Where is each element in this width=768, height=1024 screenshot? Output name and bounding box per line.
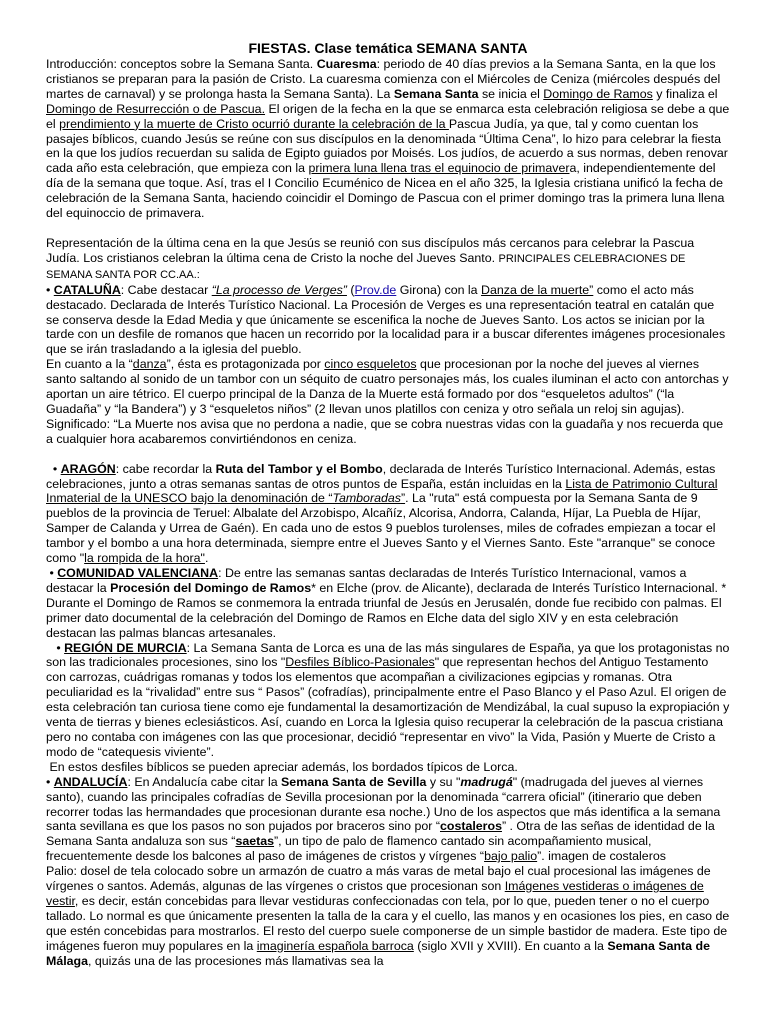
sevilla-text: Semana Santa de Sevilla [281, 774, 427, 789]
cataluna-paragraph [46, 283, 730, 358]
aragon-quote: ” [400, 491, 406, 506]
murcia-text-2: " que representan hechos del Antiguo Testamento con carrozas, cuádrigas romanas y todos los elementos que acompañan a civilizaciones egipcias y romanas. Otra peculiaridad es la “rivalidad” entre sus “ Pasos” (cofradías), principalmente entre el Paso Blanco y el Paso Azul. El origen de esta celebración tan curiosa tiene como eje fundamental la desamortización de Mendizábal, la cual supuso la expropiación y venta de tierras y bienes eclesiásticos. Así, cuando en Lorca la Iglesia quiso recuperar la celebración de la pascua cristiana pero no contaba con imágenes con las que procesionar, decidió “representar en vivo” la Vida, Pasión y Muerte de Cristo a modo de “catequesis viviente”. [46, 655, 730, 759]
primera-luna-text: primera luna llena tras el equinocio de primaver [308, 161, 570, 176]
processo-verges-text: “La processo de Verges” [211, 282, 347, 297]
andalucia-text-2: y su " [426, 774, 461, 789]
andalucia-text-4: ” . Otra de las señas de identidad de la Semana Santa andaluza son sus “ [46, 819, 715, 849]
bullet: • [46, 640, 65, 655]
aragon-text-1: : cabe recordar la [115, 461, 216, 476]
intro-text-7: a, independientemente del día de la semana que toque. Así, tras el I Concilio Ecuménico de Nicea en el año 325, la Iglesia cristiana unificó la fecha de celebración de la Semana Santa, haciendo coincidir el Domingo de Pascua con el primer domingo tras la primera luna llena del equinoccio de primavera. [46, 161, 725, 221]
danza-paragraph [46, 357, 730, 446]
cataluna-text-4: como el acto más destacado. Declarada de Interés Turístico Nacional. La Procesión de Verges es una representación teatral en catalán que se conserva desde la Edad Media y que únicamente se escenifica la noche de Jueves Santo. Los actos se inician por la tarde con un desfile de romanos que hacen un recorrido por la localidad para ir a buscar diferentes imágenes procesionales que se irán trasladando a la iglesia del pueblo. [46, 282, 726, 357]
procesion-ramos-text: Procesión del Domingo de Ramos [110, 580, 312, 595]
saetas-text: saetas [235, 834, 275, 849]
andalucia-paragraph [46, 775, 730, 864]
intro-text-1: Introducción: conceptos sobre la Semana Santa. [46, 57, 317, 71]
bullet: • [46, 461, 61, 476]
cinco-esqueletos-text: cinco esqueletos [324, 357, 417, 372]
intro-text-4: y finaliza el [652, 86, 718, 101]
domingo-ramos-text: Domingo de Ramos [543, 86, 653, 101]
malaga-text: Semana Santa de Málaga [46, 938, 710, 968]
aragon-text-5: . [204, 551, 209, 566]
cataluna-text-2: ( [346, 282, 355, 297]
andalucia-text-1: : En Andalucía cabe citar la [127, 774, 282, 789]
semana-santa-term: Semana Santa [393, 86, 479, 101]
murcia-paragraph [46, 641, 730, 760]
bullet: • [46, 282, 54, 297]
celebraciones-heading: PRINCIPALES CELEBRACIONES DE SEMANA SANTA POR CC.AA.: [46, 252, 686, 281]
spacer [46, 221, 730, 236]
bajo-palio-text: bajo palio [484, 849, 538, 864]
domingo-resurreccion-text: Domingo de Resurrección o de Pascua. [46, 101, 266, 116]
representacion-paragraph [46, 236, 730, 283]
ruta-tambor-text: Ruta del Tambor y el Bombo [215, 461, 383, 476]
document-page [46, 40, 730, 968]
cataluna-text-3: Girona) con la [396, 282, 482, 297]
intro-text-2: : periodo de 40 días previos a la Semana Santa, en la que los cristianos se preparan para la pasión de Cristo. La cuaresma comienza con el Miércoles de Ceniza (miércoles después del martes de carnaval) y se prolonga hasta la Semana Santa). La [46, 57, 721, 101]
prendimiento-text: prendimiento y la muerte de Cristo ocurrió durante la celebración de la [59, 116, 449, 131]
palio-text-4: , quizás una de las procesiones más llamativas sea la [88, 953, 384, 968]
page-title: FIESTAS. Clase temática SEMANA SANTA [248, 40, 528, 56]
intro-text-6: Pascua Judía, ya que, tal y como cuentan los pasajes bíblicos, cuando Jesús se reúne con sus discípulos en la denominada “Última Cena”, lo hizo para celebrar la fiesta en la que los judíos recuerdan su salida de Egipto guiados por Moisés. Los judíos, de acuerdo a sus normas, deben renovar cada año esta celebración, que empieza con la [46, 116, 728, 176]
aragon-text-2: , declarada de Interés Turístico Internacional. Además, estas celebraciones, junto a otras semanas santas de otros puntos de España, están incluidas en la [46, 461, 716, 491]
danza-text-1: En cuanto a la “ [46, 357, 133, 372]
rompida-text: la rompida de la hora" [84, 551, 205, 566]
murcia-text-1: : La Semana Santa de Lorca es una de las más singulares de España, ya que los protagonistas no son las tradicionales procesiones, sino los " [46, 640, 730, 670]
danza-term: danza [132, 357, 167, 372]
representacion-text: Representación de la última cena en la que Jesús se reunió con sus discípulos más cercanos para celebrar la Pascua Judía. Los cristianos celebran la última cena de Cristo la noche del Jueves Santo. [46, 235, 695, 265]
cuaresma-term: Cuaresma [316, 57, 377, 71]
imagineria-text: imaginería española barroca [256, 938, 414, 953]
andalucia-heading: ANDALUCÍA [53, 774, 128, 789]
valenciana-heading: COMUNIDAD VALENCIANA [57, 566, 219, 580]
tamboradas-text: Tamboradas [332, 491, 401, 506]
bullet: • [46, 566, 58, 580]
cataluna-text-1: : Cabe destacar [120, 282, 212, 297]
valenciana-text-2: * en Elche (prov. de Alicante), declarada de Interés Turístico Internacional. * Durante el Domingo de Ramos se conmemora la entrada triunfal de Jesús en Jerusalén, donde fue recibido con palmas. El primer dato documental de la celebración del Domingo de Ramos en Elche data del siglo XIV y en esta celebración destacan las palmas blancas artesanales. [46, 580, 727, 640]
bullet: • [46, 774, 54, 789]
spacer [46, 447, 730, 462]
aragon-heading: ARAGÓN [60, 461, 116, 476]
danza-muerte-text: Danza de la muerte” [481, 282, 594, 297]
costaleros-text: costaleros [439, 819, 502, 834]
danza-text-2: ”, ésta es protagonizada por [166, 357, 325, 372]
valenciana-paragraph [46, 566, 730, 641]
intro-text-3: se inicia el [478, 86, 544, 101]
danza-text-3: que procesionan por la noche del jueves al viernes santo saltando al sonido de un tambor con un séquito de cuatro personajes más, los cuales iluminan el acto con antorchas y aportan un aire tétrico. El cuerpo principal de la Danza de la Muerte está formado por dos “esqueletos adultos” (“la Guadaña” y “la Bandera”) y 3 “esqueletos niños” (2 llevan unos platillos con ceniza y otro señala un reloj sin agujas). Significado: “La Muerte nos avisa que no perdona a nadie, que se cobra nuestras vidas con la guadaña y nos recuerda que a cualquier hora acabaremos convirtiéndonos en ceniza. [46, 357, 729, 446]
palio-text-1: Palio: dosel de tela colocado sobre un armazón de cuatro a más varas de metal bajo el cual procesional las imágenes de vírgenes o santos. Además, algunas de las vírgenes o cristos que procesionan son [46, 864, 711, 894]
andalucia-text-3: " (madrugada del jueves al viernes santo), cuando las principales cofradías de Sevilla procesionan por la denominada “carrera oficial” (itinerario que deben recorrer todas las hermandades que procesionan durante esa noche.) Uno de los aspectos que más identifica a la semana santa sevillana es que los pasos no son pujados por braceros sino por “ [46, 774, 721, 834]
intro-paragraph [46, 57, 730, 221]
imagenes-vestir-text: Imágenes vestideras o imágenes de vestir [46, 879, 704, 908]
palio-paragraph [46, 864, 730, 968]
cataluna-heading: CATALUÑA [53, 282, 121, 297]
palio-text-3: (siglo XVII y XVIII). En cuanto a la [413, 938, 608, 953]
lista-unesco-text: Lista de Patrimonio Cultural Inmaterial de la UNESCO bajo la denominación de “ [46, 476, 718, 506]
intro-text-5: El origen de la fecha en la que se enmarca esta celebración religiosa se debe a que el [46, 101, 730, 131]
palio-text-2: , es decir, están concebidas para llevar vestiduras confeccionadas con tela, por lo que, pueden tener o no el cuerpo tallado. Lo normal es que únicamente presenten la talla de la cara y el cuello, las manos y en ocasiones los pies, en caso de que estén concebidas para mostrarlos. El resto del cuerpo suele componerse de un simple bastidor de madera. Este tipo de imágenes fueron muy populares en la [46, 893, 730, 953]
andalucia-text-5: ”, un tipo de palo de flamenco cantado sin acompañamiento musical, frecuentemente desde los balcones al paso de imágenes de cristos y vírgenes “ [46, 834, 652, 864]
madruga-text: madrugá [460, 774, 513, 789]
prov-de-link[interactable]: Prov.de [354, 282, 397, 297]
desfiles-text: Desfiles Bíblico-Pasionales [285, 655, 435, 670]
murcia-heading: REGIÓN DE MURCIA [64, 640, 187, 655]
valenciana-text-1: : De entre las semanas santas declaradas de Interés Turístico Internacional, vamos a destacar la [46, 566, 687, 595]
aragon-paragraph [46, 462, 730, 566]
andalucia-text-6: ”. imagen de costaleros [537, 849, 666, 864]
murcia-note: En estos desfiles bíblicos se pueden apreciar además, los bordados típicos de Lorca. [46, 759, 518, 774]
aragon-text-4: . La "ruta" está compuesta por la Semana Santa de 9 pueblos de la provincia de Teruel: Albalate del Arzobispo, Alcañíz, Alcorisa, Andorra, Calanda, Híjar, La Puebla de Híjar, Samper de Calanda y Urrea de Gaén). En cada uno de estos 9 pueblos turolenses, miles de cofrades empiezan a tocar el tambor y el bombo a una hora determinada, siempre entre el Jueves Santo y el Viernes Santo. Este "arranque" se conoce como " [46, 491, 716, 566]
